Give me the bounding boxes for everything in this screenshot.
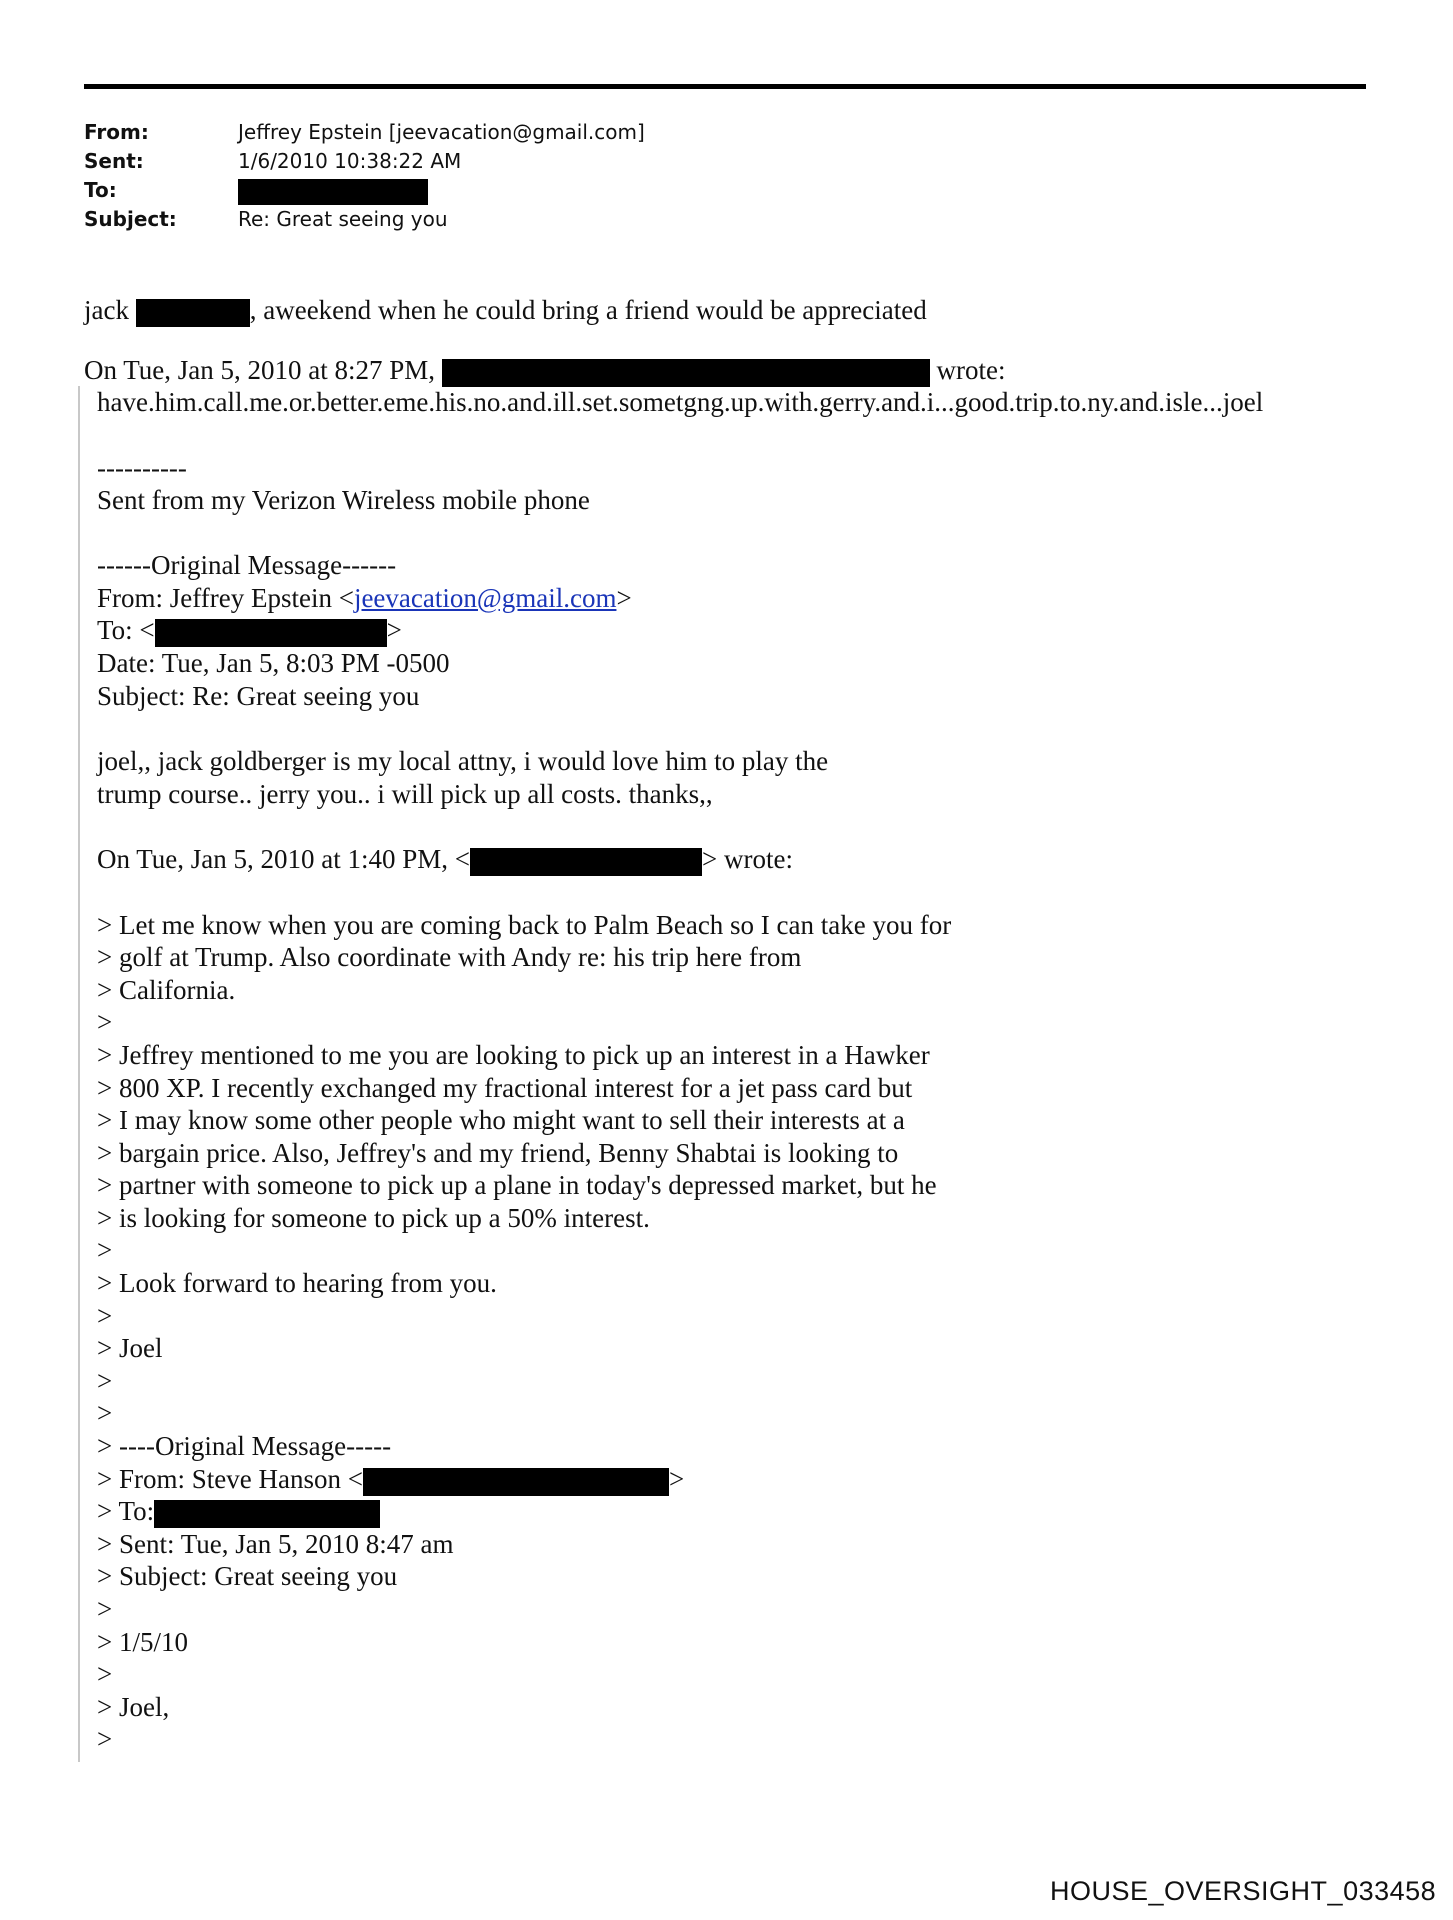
quote2-line: > California. xyxy=(97,975,236,1005)
email-link[interactable]: jeevacation@gmail.com xyxy=(353,583,617,613)
to-label: To: xyxy=(84,178,117,202)
quote2-line: > xyxy=(97,1366,113,1396)
quote2-after-line: > Sent: Tue, Jan 5, 2010 8:47 am xyxy=(97,1529,454,1559)
quote2-line: > golf at Trump. Also coordinate with Andy re: his trip here from xyxy=(97,942,802,972)
quote2-line: > Joel xyxy=(97,1333,163,1363)
quote2-from-suffix: > xyxy=(668,1464,685,1494)
redaction-box xyxy=(470,848,702,876)
quote2-line: > Look forward to hearing from you. xyxy=(97,1268,497,1298)
quote2-line: > Let me know when you are coming back to Palm Beach so I can take you for xyxy=(97,910,952,940)
quote2-from-prefix: > From: Steve Hanson < xyxy=(97,1464,363,1494)
reply-text: , aweekend when he could bring a friend would be appreciated xyxy=(249,295,927,325)
redaction-box xyxy=(154,1500,380,1528)
quote2-line: > partner with someone to pick up a plane in today's depressed market, but he xyxy=(97,1170,937,1200)
quote2-line: > xyxy=(97,1301,113,1331)
quote2-line: > ----Original Message----- xyxy=(97,1431,392,1461)
quote1-body-2: trump course.. jerry you.. i will pick up all costs. thanks,, xyxy=(97,779,713,809)
quote1-intro-before: On Tue, Jan 5, 2010 at 8:27 PM, xyxy=(84,355,436,385)
quote1-subject: Subject: Re: Great seeing you xyxy=(97,681,420,711)
quote2-line: > Jeffrey mentioned to me you are looking to pick up an interest in a Hawker xyxy=(97,1040,930,1070)
quote1-intro xyxy=(84,354,1006,387)
quote1-from xyxy=(97,582,632,615)
quote2-to-prefix: > To: xyxy=(97,1496,155,1526)
quote2-after-line: > Joel, xyxy=(97,1692,170,1722)
from-label: From: xyxy=(84,120,149,144)
quote1-to-suffix: > xyxy=(386,615,402,645)
quote2-intro-after: > wrote: xyxy=(702,844,793,874)
quote1-dashes: ---------- xyxy=(97,453,187,483)
quote-bar xyxy=(78,386,80,1762)
subject-value: Re: Great seeing you xyxy=(238,207,448,231)
quote2-after-line: > xyxy=(97,1659,113,1689)
quote2-line: > xyxy=(97,1007,113,1037)
quote1-to xyxy=(97,614,402,647)
quote1-line: have.him.call.me.or.better.eme.his.no.and.ill.set.sometgng.up.with.gerry.and.i...good.trip.to.ny.and.isle...joel xyxy=(97,387,1264,417)
subject-label: Subject: xyxy=(84,207,177,231)
quote2-intro-before: On Tue, Jan 5, 2010 at 1:40 PM, < xyxy=(97,844,471,874)
redaction-box xyxy=(155,619,387,647)
quote1-intro-after: wrote: xyxy=(936,355,1006,385)
quote2-from xyxy=(97,1463,684,1496)
quote2-line: > bargain price. Also, Jeffrey's and my friend, Benny Shabtai is looking to xyxy=(97,1138,899,1168)
quote1-orig-header: ------Original Message------ xyxy=(97,550,397,580)
quote1-body-1: joel,, jack goldberger is my local attny, i would love him to play the xyxy=(97,746,829,776)
sent-label: Sent: xyxy=(84,149,144,173)
bates-number: HOUSE_OVERSIGHT_033458 xyxy=(1050,1876,1437,1906)
quote1-to-prefix: To: < xyxy=(97,615,155,645)
quote2-after-line: > xyxy=(97,1724,113,1754)
quote2-after-line: > xyxy=(97,1594,113,1624)
top-rule xyxy=(84,84,1366,89)
quote2-intro xyxy=(97,843,793,876)
quote2-after-line: > 1/5/10 xyxy=(97,1627,188,1657)
quote1-from-suffix: > xyxy=(616,583,632,613)
quote2-to xyxy=(97,1495,380,1528)
reply-line xyxy=(84,294,927,327)
quote1-signature: Sent from my Verizon Wireless mobile phone xyxy=(97,485,590,515)
quote2-line: > xyxy=(97,1235,113,1265)
quote2-line: > xyxy=(97,1398,113,1428)
redaction-box xyxy=(442,359,930,387)
redaction-box xyxy=(136,299,250,327)
quote2-line: > 800 XP. I recently exchanged my fractional interest for a jet pass card but xyxy=(97,1073,913,1103)
quote2-after-line: > Subject: Great seeing you xyxy=(97,1561,398,1591)
sent-value: 1/6/2010 10:38:22 AM xyxy=(238,149,462,173)
from-value: Jeffrey Epstein [jeevacation@gmail.com] xyxy=(238,120,645,144)
quote1-date: Date: Tue, Jan 5, 8:03 PM -0500 xyxy=(97,648,450,678)
to-redaction xyxy=(238,176,428,205)
quote2-line: > is looking for someone to pick up a 50% interest. xyxy=(97,1203,650,1233)
redaction-box xyxy=(363,1468,669,1496)
quote1-from-prefix: From: Jeffrey Epstein < xyxy=(97,583,354,613)
quote2-line: > I may know some other people who might want to sell their interests at a xyxy=(97,1105,905,1135)
reply-name: jack xyxy=(84,295,129,325)
